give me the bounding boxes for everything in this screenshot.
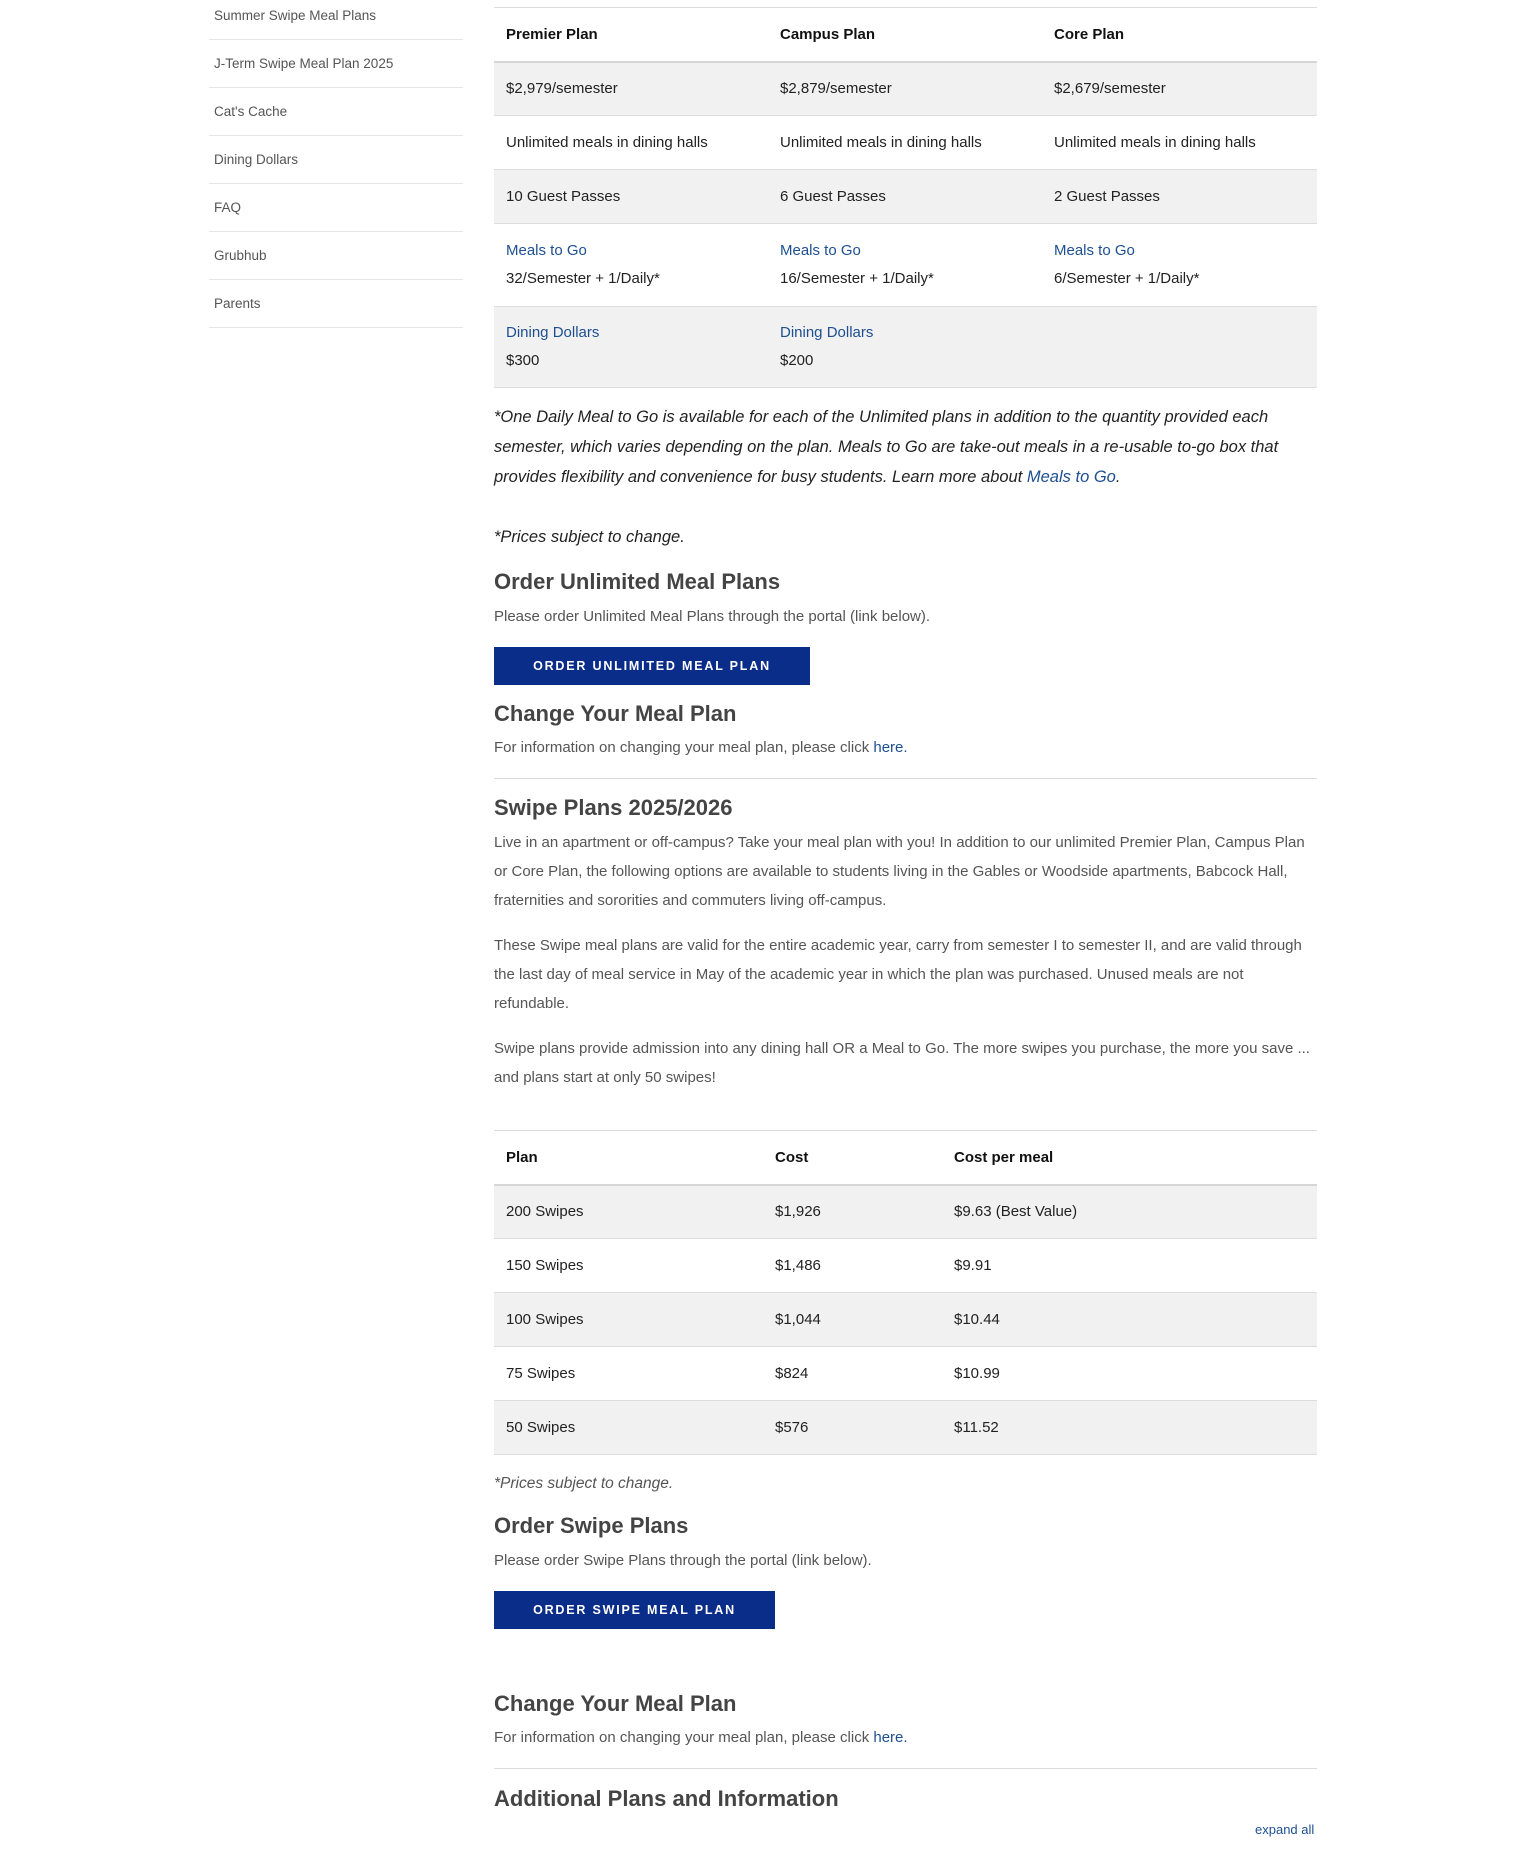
- sidebar-item-jterm-swipe[interactable]: J-Term Swipe Meal Plan 2025: [209, 40, 463, 88]
- main-content: [494, 7, 1317, 1812]
- table-cell: 6 Guest Passes: [768, 169, 1042, 223]
- order-swipe-button[interactable]: ORDER SWIPE MEAL PLAN: [494, 1591, 775, 1629]
- change-plan-heading-2: Change Your Meal Plan: [494, 1691, 737, 1716]
- table-row: [494, 169, 1317, 223]
- cell-value: 16/Semester + 1/Daily*: [780, 269, 934, 287]
- table-cell: $9.63 (Best Value): [942, 1185, 1317, 1239]
- change-plan-here-link[interactable]: here.: [873, 738, 908, 756]
- table-row: [494, 62, 1317, 115]
- column-header-premier: Premier Plan: [494, 8, 768, 63]
- additional-plans-heading: Additional Plans and Information: [494, 1786, 839, 1811]
- table-cell: $824: [763, 1347, 942, 1401]
- swipe-plans-heading: Swipe Plans 2025/2026: [494, 794, 733, 820]
- table-cell: $1,486: [763, 1239, 942, 1293]
- table-header-row: [494, 8, 1317, 63]
- meals-to-go-link[interactable]: Meals to Go: [1054, 241, 1135, 259]
- swipe-paragraph-1: Live in an apartment or off-campus? Take your meal plan with you! In addition to our unlimited Premier Plan, Campus Plan or Core Plan, the following options are available to students living in the Gables or Woodside apartments, Babcock Hall, fraternities and sororities and commuters living off-campus.: [494, 833, 1305, 909]
- sidebar-item-summer-swipe[interactable]: Summer Swipe Meal Plans: [209, 0, 463, 40]
- change-plan-here-link-2[interactable]: here.: [873, 1729, 908, 1746]
- sidebar-item-faq[interactable]: FAQ: [209, 184, 463, 232]
- change-plan-text-2: [494, 1723, 1317, 1752]
- order-unlimited-heading: Order Unlimited Meal Plans: [494, 568, 781, 594]
- sidebar-item-dining-dollars[interactable]: Dining Dollars: [209, 136, 463, 184]
- note-text-end: .: [1115, 467, 1121, 486]
- table-cell: [768, 223, 1042, 306]
- table-cell: [1042, 306, 1317, 387]
- table-cell: $2,679/semester: [1042, 62, 1317, 115]
- swipe-paragraph-3: Swipe plans provide admission into any dining hall OR a Meal to Go. The more swipes you purchase, the more you save ... and plans start at only 50 swipes!: [494, 1039, 1310, 1086]
- column-header-campus: Campus Plan: [768, 8, 1042, 63]
- meals-to-go-note-link[interactable]: Meals to Go: [1026, 467, 1116, 486]
- table-cell: 50 Swipes: [494, 1401, 763, 1455]
- note-text: *One Daily Meal to Go is available for each of the Unlimited plans in addition to the quantity provided each semester, which varies depending on the plan. Meals to Go are take-out meals in a re-usable to-go box that provides flexibility and convenience for busy students. Learn more about: [494, 407, 1279, 486]
- order-swipe-heading: Order Swipe Plans: [494, 1513, 689, 1538]
- table-cell: [1042, 223, 1317, 306]
- cell-value: 32/Semester + 1/Daily*: [506, 269, 660, 287]
- table-cell: $11.52: [942, 1401, 1317, 1455]
- change-plan-text-span: For information on changing your meal plan, please click: [494, 1729, 874, 1746]
- swipe-plans-table: [494, 1130, 1317, 1456]
- cell-value: $200: [780, 351, 814, 369]
- dining-dollars-link[interactable]: Dining Dollars: [780, 323, 874, 341]
- table-cell: $576: [763, 1401, 942, 1455]
- table-cell: 100 Swipes: [494, 1293, 763, 1347]
- change-plan-heading: Change Your Meal Plan: [494, 700, 737, 726]
- table-cell: Unlimited meals in dining halls: [1042, 115, 1317, 169]
- table-cell: $1,926: [763, 1185, 942, 1239]
- change-plan-text: [494, 733, 1317, 762]
- sidebar-item-parents[interactable]: Parents: [209, 280, 463, 328]
- table-cell: $10.44: [942, 1293, 1317, 1347]
- table-cell: $1,044: [763, 1293, 942, 1347]
- table-cell: 75 Swipes: [494, 1347, 763, 1401]
- table-cell: $2,879/semester: [768, 62, 1042, 115]
- table-row: [494, 1347, 1317, 1401]
- swipe-paragraph-2: These Swipe meal plans are valid for the entire academic year, carry from semester I to semester II, and are valid through the last day of meal service in May of the academic year in which the plan was purchased. Unused meals are not refundable.: [494, 936, 1302, 1012]
- column-header-cost-per-meal: Cost per meal: [942, 1130, 1317, 1185]
- table-row: [494, 306, 1317, 387]
- divider: [494, 1768, 1317, 1769]
- column-header-core: Core Plan: [1042, 8, 1317, 63]
- table-row: [494, 223, 1317, 306]
- table-cell: [494, 306, 768, 387]
- order-unlimited-button[interactable]: ORDER UNLIMITED MEAL PLAN: [494, 647, 810, 685]
- meals-to-go-link[interactable]: Meals to Go: [780, 241, 861, 259]
- expand-all-link[interactable]: expand all: [1255, 1822, 1315, 1837]
- table-row: [494, 1293, 1317, 1347]
- table-cell: 2 Guest Passes: [1042, 169, 1317, 223]
- column-header-plan: Plan: [494, 1130, 763, 1185]
- meals-to-go-link[interactable]: Meals to Go: [506, 241, 587, 259]
- cell-value: 6/Semester + 1/Daily*: [1054, 269, 1200, 287]
- table-header-row: [494, 1130, 1317, 1185]
- table-cell: $2,979/semester: [494, 62, 768, 115]
- sidebar-item-grubhub[interactable]: Grubhub: [209, 232, 463, 280]
- table-cell: $9.91: [942, 1239, 1317, 1293]
- sidebar-nav: [209, 0, 463, 328]
- table-cell: Unlimited meals in dining halls: [768, 115, 1042, 169]
- table-cell: Unlimited meals in dining halls: [494, 115, 768, 169]
- dining-dollars-link[interactable]: Dining Dollars: [506, 323, 600, 341]
- prices-note: *Prices subject to change.: [494, 527, 685, 546]
- table-row: [494, 1239, 1317, 1293]
- order-swipe-text: Please order Swipe Plans through the portal (link below).: [494, 1552, 872, 1569]
- column-header-cost: Cost: [763, 1130, 942, 1185]
- table-row: [494, 1401, 1317, 1455]
- unlimited-plans-table: [494, 7, 1317, 388]
- sidebar-item-cats-cache[interactable]: Cat's Cache: [209, 88, 463, 136]
- swipe-prices-note: *Prices subject to change.: [494, 1475, 674, 1492]
- change-plan-text-span: For information on changing your meal plan, please click: [494, 738, 874, 756]
- table-cell: [494, 223, 768, 306]
- divider: [494, 778, 1317, 779]
- cell-value: $300: [506, 351, 540, 369]
- table-row: [494, 115, 1317, 169]
- table-cell: $10.99: [942, 1347, 1317, 1401]
- order-unlimited-text: Please order Unlimited Meal Plans through the portal (link below).: [494, 607, 931, 625]
- table-cell: 150 Swipes: [494, 1239, 763, 1293]
- table-cell: [768, 306, 1042, 387]
- table-cell: 10 Guest Passes: [494, 169, 768, 223]
- table-cell: 200 Swipes: [494, 1185, 763, 1239]
- meals-to-go-note: [494, 402, 1317, 492]
- table-row: [494, 1185, 1317, 1239]
